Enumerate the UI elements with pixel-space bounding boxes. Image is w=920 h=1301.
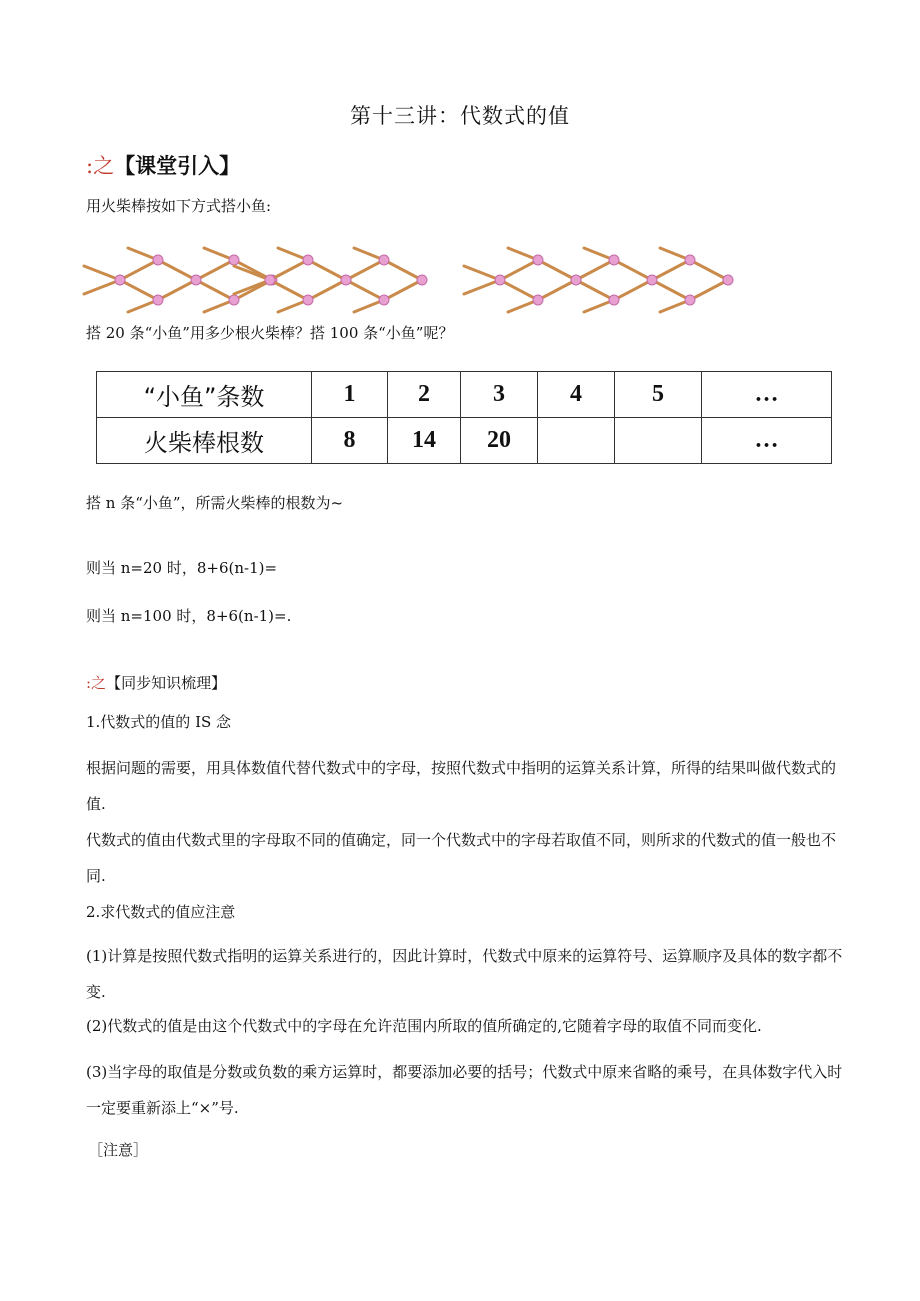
table-cell: …: [702, 418, 832, 464]
table-cell: 1: [312, 372, 388, 418]
table-cell: …: [702, 372, 832, 418]
matchstick: [158, 260, 196, 280]
match-head: [153, 295, 163, 305]
table-cell: 3: [461, 372, 538, 418]
matchstick: [464, 280, 500, 294]
fish-count-table: [96, 371, 832, 464]
match-head: [115, 275, 125, 285]
matchstick: [346, 280, 384, 300]
page-title: 第十三讲：代数式的值: [350, 104, 570, 128]
section-heading-intro: [86, 150, 240, 180]
intro-text: 用火柴棒按如下方式搭小鱼:: [86, 197, 272, 215]
match-head: [685, 255, 695, 265]
item2-paragraph: (1)计算是按照代数式指明的运算关系进行的，因此计算时，代数式中原来的运算符号、运算顺序及具体的数字都不变.: [86, 947, 843, 1001]
match-head: [609, 295, 619, 305]
table-cell: 14: [388, 418, 461, 464]
matchstick: [196, 260, 234, 280]
match-head: [265, 275, 275, 285]
matchstick: [538, 260, 576, 280]
match-head: [229, 295, 239, 305]
matchstick: [690, 280, 728, 300]
table-cell: [615, 418, 702, 464]
table-row: [97, 418, 832, 464]
matchstick: [652, 280, 690, 300]
matchstick: [120, 280, 158, 300]
match-head: [153, 255, 163, 265]
match-head: [723, 275, 733, 285]
match-head: [533, 255, 543, 265]
table-header-matches: 火柴棒根数: [97, 418, 312, 464]
matchstick: [270, 280, 308, 300]
item1-paragraph: 根据问题的需要，用具体数值代替代数式中的字母，按照代数式中指明的运算关系计算，所得的结果叫做代数式的值.: [86, 759, 837, 813]
match-head: [303, 255, 313, 265]
match-head: [341, 275, 351, 285]
match-head: [303, 295, 313, 305]
text-line-100: 则当 n=100 时，8+6(n-1)=.: [86, 607, 292, 625]
matchstick: [346, 260, 384, 280]
matchstick: [308, 280, 346, 300]
table-cell: 20: [461, 418, 538, 464]
question-text: 搭 20 条“小鱼”用多少根火柴棒？搭 100 条“小鱼”呢？: [86, 324, 454, 342]
text-line-20: 则当 n=20 时，8+6(n-1)=: [86, 559, 278, 577]
match-head: [533, 295, 543, 305]
text-line-n: 搭 n 条“小鱼”，所需火柴棒的根数为~: [86, 494, 344, 512]
item1-paragraph: 代数式的值由代数式里的字母取不同的值确定，同一个代数式中的字母若取值不同，则所求的代数式的值一般也不同.: [86, 831, 837, 885]
item2-title: 2.求代数式的值应注意: [86, 903, 236, 921]
match-head: [571, 275, 581, 285]
item2-paragraph: (3)当字母的取值是分数或负数的乘方运算时，都要添加必要的括号；代数式中原来省略的乘号，在具体数字代入时一定要重新添上“×”号.: [86, 1063, 843, 1117]
matchstick: [500, 280, 538, 300]
matchstick: [538, 280, 576, 300]
matchstick: [576, 280, 614, 300]
match-head: [379, 255, 389, 265]
match-head: [229, 255, 239, 265]
matchstick: [384, 260, 422, 280]
matchstick: [84, 266, 120, 280]
section-title: 【同步知识梳理】: [106, 674, 227, 692]
section-marker: :之: [86, 674, 107, 692]
matchstick: [158, 280, 196, 300]
table-cell: 2: [388, 372, 461, 418]
section-title: 【课堂引入】: [114, 153, 241, 178]
match-head: [685, 295, 695, 305]
match-head: [609, 255, 619, 265]
item1-title: 1.代数式的值的 IS 念: [86, 713, 232, 731]
matchstick: [270, 260, 308, 280]
matchstick: [690, 260, 728, 280]
matchstick: [196, 280, 234, 300]
matchstick: [120, 260, 158, 280]
section-marker: :之: [86, 154, 115, 178]
match-head: [417, 275, 427, 285]
table-row: [97, 372, 832, 418]
matchstick: [500, 260, 538, 280]
match-head: [379, 295, 389, 305]
match-head: [191, 275, 201, 285]
note-label: ［注意］: [88, 1141, 149, 1159]
table-cell: [538, 418, 615, 464]
item2-paragraph: (2)代数式的值是由这个代数式中的字母在允许范围内所取的值所确定的,它随着字母的取值不同而变化.: [86, 1017, 762, 1035]
matchstick: [652, 260, 690, 280]
matchstick: [614, 260, 652, 280]
table-cell: 4: [538, 372, 615, 418]
matchstick: [576, 260, 614, 280]
table-header-fish: “小鱼”条数: [97, 372, 312, 418]
matchstick: [464, 266, 500, 280]
table-cell: 8: [312, 418, 388, 464]
section-heading-knowledge: [86, 672, 226, 693]
match-head: [647, 275, 657, 285]
matchstick-fish-figure: [82, 238, 742, 318]
matchstick: [384, 280, 422, 300]
match-head: [495, 275, 505, 285]
table-cell: 5: [615, 372, 702, 418]
matchstick: [614, 280, 652, 300]
matchstick: [308, 260, 346, 280]
matchstick: [84, 280, 120, 294]
